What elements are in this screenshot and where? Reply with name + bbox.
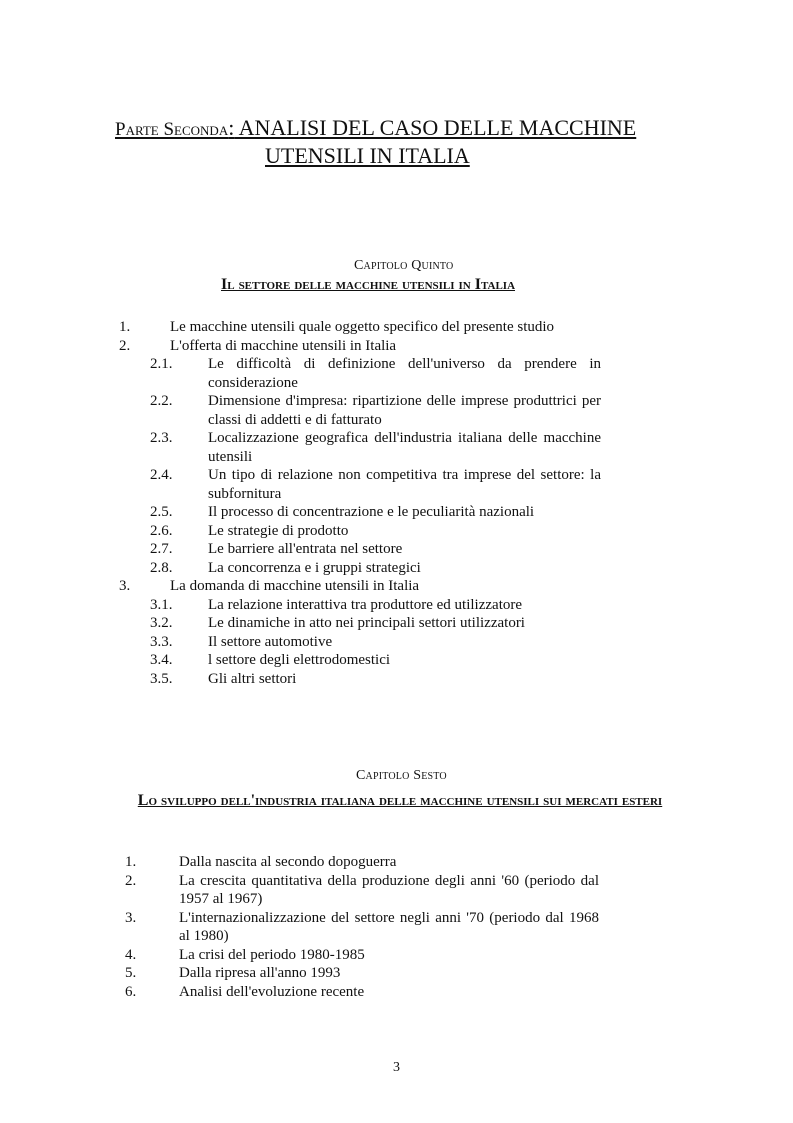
toc-entry-number: 3.4. xyxy=(150,652,173,668)
chapter5-title: Il settore delle macchine utensili in Italia xyxy=(221,276,516,293)
toc-entry-number: 3. xyxy=(119,578,131,594)
toc-entry-text: Le dinamiche in atto nei principali settori utilizzatori xyxy=(208,615,525,631)
toc-entry xyxy=(0,853,793,872)
part-colon: : xyxy=(228,115,235,140)
toc-entry-number: 4. xyxy=(125,946,137,963)
toc-entry-text: Localizzazione geografica dell'industria italiana delle macchine utensili xyxy=(208,430,601,465)
chapter6-label: Capitolo Sesto xyxy=(356,768,447,783)
toc-entry xyxy=(0,503,793,522)
part-title-text1: ANALISI DEL CASO DELLE MACCHINE xyxy=(234,115,637,140)
toc-entry-text: Il processo di concentrazione e le peculiarità nazionali xyxy=(208,504,535,520)
toc-entry-text: Analisi dell'evoluzione recente xyxy=(179,983,365,1000)
toc-entry-number: 3.1. xyxy=(150,596,173,613)
toc-entry-number: 3.3. xyxy=(150,633,173,650)
toc-entry-number: 2.2. xyxy=(150,393,173,409)
toc-entry xyxy=(0,540,793,559)
toc-entry-text: La concorrenza e i gruppi strategici xyxy=(208,559,421,576)
toc-entry xyxy=(0,466,793,503)
toc-entry-number: 1. xyxy=(119,319,131,335)
toc-entry-number: 3.2. xyxy=(150,615,173,631)
part-prefix: Parte Seconda xyxy=(115,119,229,140)
toc-entry xyxy=(0,429,793,466)
toc-entry xyxy=(0,596,793,615)
toc-entry xyxy=(0,670,793,689)
part-title-line2 xyxy=(115,143,675,169)
toc-entry-text: La relazione interattiva tra produttore ed utilizzatore xyxy=(208,596,523,613)
toc-entry-text: Dalla nascita al secondo dopoguerra xyxy=(179,854,397,870)
toc-entry xyxy=(0,964,793,983)
toc-entry xyxy=(0,633,793,652)
toc-entry-number: 2.5. xyxy=(150,504,173,520)
part-title-text2: UTENSILI IN ITALIA xyxy=(265,143,470,168)
toc-entry-number: 3. xyxy=(125,909,137,926)
toc-entry xyxy=(0,983,793,1002)
toc-entry-text: Il settore automotive xyxy=(208,633,333,650)
toc-entry xyxy=(0,337,793,356)
toc-entry-number: 2. xyxy=(125,872,137,889)
toc-entry-number: 2.6. xyxy=(150,522,173,539)
toc-entry-number: 2.4. xyxy=(150,467,173,483)
toc-entry xyxy=(0,559,793,578)
toc-entry xyxy=(0,946,793,965)
toc-entry xyxy=(0,614,793,633)
toc-entry xyxy=(0,651,793,670)
toc-entry xyxy=(0,909,793,946)
toc-entry-text: l settore degli elettrodomestici xyxy=(208,652,391,668)
toc-entry-text: La domanda di macchine utensili in Italia xyxy=(170,578,420,594)
chapter6-title: Lo sviluppo dell'industria italiana delle macchine utensili sui mercati esteri xyxy=(137,792,663,809)
toc-entry-text: Le difficoltà di definizione dell'universo da prendere in considerazione xyxy=(208,356,601,391)
toc-entry-text: La crisi del periodo 1980-1985 xyxy=(179,946,365,963)
toc-entry-number: 1. xyxy=(125,854,137,870)
toc-entry-text: Le strategie di prodotto xyxy=(208,522,349,539)
toc-entry-number: 2. xyxy=(119,337,131,354)
toc-entry xyxy=(0,355,793,392)
toc-entry xyxy=(0,577,793,596)
toc-entry-text: L'internazionalizzazione del settore negli anni '70 (periodo dal 1968 al 1980) xyxy=(179,909,599,944)
toc-entry-text: Le barriere all'entrata nel settore xyxy=(208,541,403,557)
toc-entry-number: 3.5. xyxy=(150,670,173,687)
chapter5-label: Capitolo Quinto xyxy=(354,258,454,273)
toc-entry-number: 5. xyxy=(125,965,137,981)
toc-entry-number: 2.8. xyxy=(150,559,173,576)
toc-entry xyxy=(0,318,793,337)
toc-entry-text: Le macchine utensili quale oggetto specifico del presente studio xyxy=(170,319,555,335)
toc-entry xyxy=(0,392,793,429)
chapter6-toc xyxy=(0,853,793,1001)
part-title xyxy=(115,115,675,169)
toc-entry xyxy=(0,522,793,541)
toc-entry-text: Dimensione d'impresa: ripartizione delle imprese produttrici per classi di addetti e di fatturato xyxy=(208,393,601,428)
toc-entry-number: 2.7. xyxy=(150,541,173,557)
toc-entry-number: 2.1. xyxy=(150,356,173,372)
chapter5-toc xyxy=(0,318,793,688)
part-title-line1 xyxy=(115,115,675,143)
toc-entry-text: Un tipo di relazione non competitiva tra imprese del settore: la subfornitura xyxy=(208,467,601,502)
toc-entry-number: 6. xyxy=(125,983,137,1000)
toc-entry-number: 2.3. xyxy=(150,430,173,446)
toc-entry-text: Gli altri settori xyxy=(208,670,297,687)
toc-entry-text: Dalla ripresa all'anno 1993 xyxy=(179,965,341,981)
toc-entry-text: L'offerta di macchine utensili in Italia xyxy=(170,337,397,354)
page-number: 3 xyxy=(393,1060,400,1075)
toc-entry-text: La crescita quantitativa della produzione degli anni '60 (periodo dal 1957 al 1967) xyxy=(179,872,599,907)
toc-entry xyxy=(0,872,793,909)
